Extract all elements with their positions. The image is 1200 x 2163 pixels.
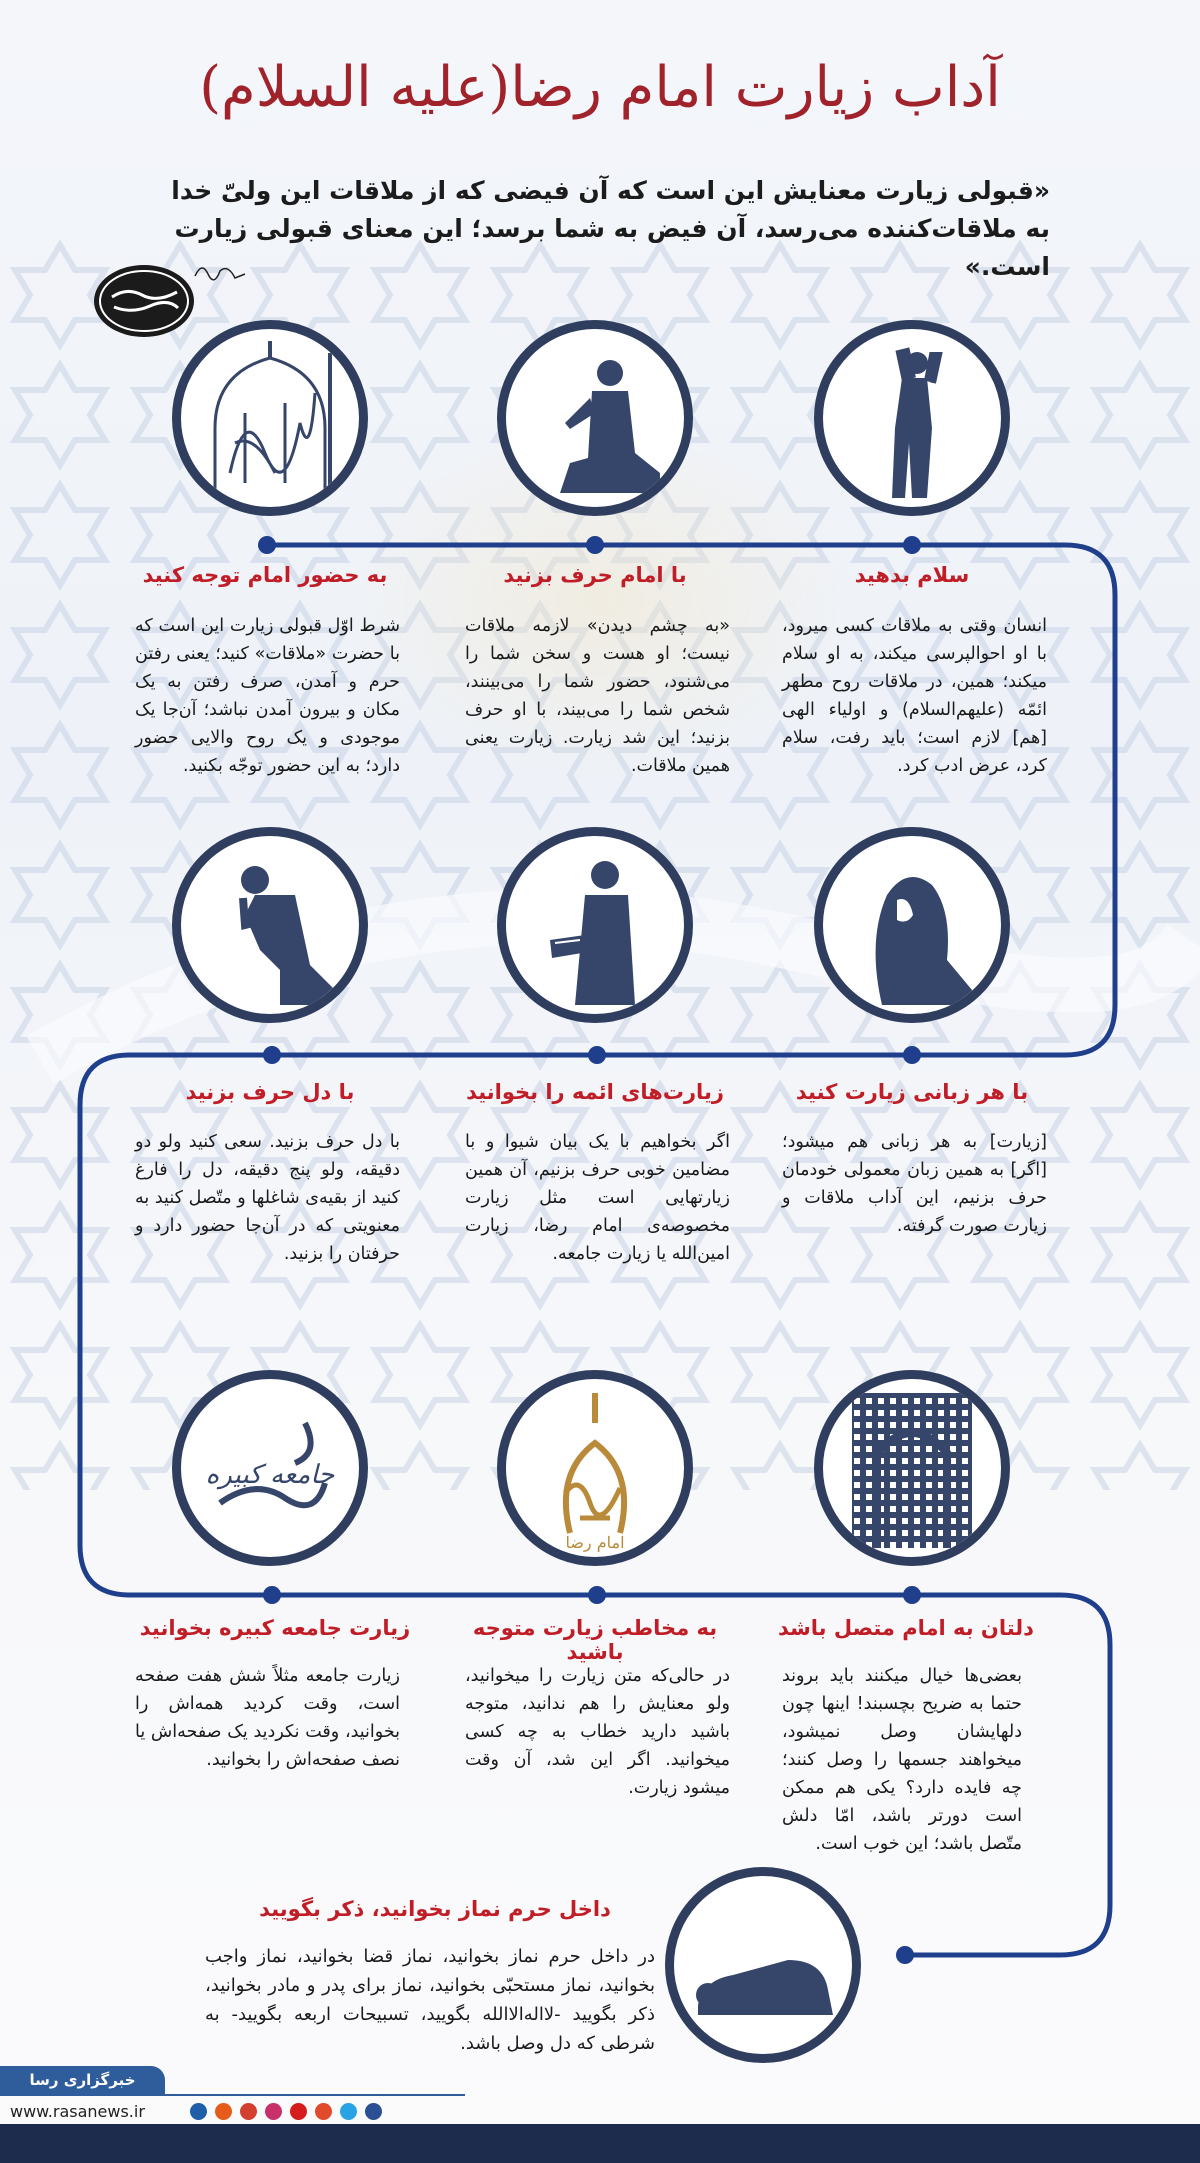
step-4-title: با هر زبانی زیارت کنید [795,1080,1029,1104]
step-6-title: با دل حرف بزنید [185,1080,355,1104]
footer-bar [0,2124,1200,2163]
step-9-circle [172,1370,368,1566]
step-6-circle [172,827,368,1023]
step-5-circle [497,827,693,1023]
jameh-kabireh-calligraphy-text: جامعه کبیره [205,1460,335,1490]
step-10-body: در داخل حرم نماز بخوانید، نماز قضا بخوانید، نماز واجب بخوانید، نماز مستحبّی بخوانید، نماز برای پدر و مادر بخوانید، ذکر بگویید -لااله‌الاالله بگویید، تسبیحات اربعه بگویید- به شرطی که دل وصل باشد. [205,1946,655,2054]
google-plus-icon[interactable] [240,2103,257,2120]
step-4-body: [زیارت] به هر زبانی هم میشود؛ [اگر] به همین زبان معمولی خودمان حرف بزنیم، این آداب ملاقات و زیارت صورت گرفته. [782,1132,1047,1236]
telegram-icon[interactable] [315,2103,332,2120]
facebook-icon[interactable] [365,2103,382,2120]
footer-divider [0,2094,465,2096]
shrine-window-icon [827,1383,997,1553]
leader-quote: «قبولی زیارت معنایش این است که آن فیضی که از ملاقات این ولیّ خدا به ملاقات‌کننده می‌رسد، آن فیض به شما برسد؛ این معنای قبولی زیارت است.» [171,176,1050,281]
agency-name: خبرگزاری رسا [0,2066,165,2094]
step-10-title: داخل حرم نماز بخوانید، ذکر بگویید [259,1897,611,1921]
step-3-title: به حضور امام توجه کنید [142,563,388,587]
step-5-body: اگر بخواهیم با یک بیان شیوا و با مضامین خوبی حرف بزنیم، آن همین زیارتهایی است مثل زیارت مخصوصه‌ی امام رضا، زیارت امین‌الله یا زیارت جامعه. [465,1132,730,1264]
social-links [190,2103,382,2120]
rss-icon[interactable] [215,2103,232,2120]
step-3-body: شرط اوّل قبولی زیارت این است که با حضرت «ملاقات» کنید؛ یعنی رفتن حرم و آمدن، صرف رفتن به یک مکان و بیرون آمدن نباشد؛ آن‌جا یک موجودی و یک روح والایی حضور دارد؛ به این حضور توجّه بکنید. [135,616,400,776]
step-7-circle [814,1370,1010,1566]
step-2-circle [497,320,693,516]
step-4-circle [814,827,1010,1023]
step-1-title: سلام بدهید [854,563,970,587]
step-10-circle [665,1867,861,2063]
page-title: آداب زیارت امام رضا(علیه السلام) [199,55,1001,120]
step-1-circle [814,320,1010,516]
step-6-body: با دل حرف بزنید. سعی کنید ولو دو دقیقه، ولو پنج دقیقه، دل را فارغ کنید از بقیه‌ی شاغلها و متّصل کنید به معنویتی که در آن‌جا حضور دارد و حرفتان را بزنید. [135,1132,400,1264]
linkedin-icon[interactable] [190,2103,207,2120]
woman-praying-icon [827,840,997,1010]
twitter-icon[interactable] [340,2103,357,2120]
step-2-body: «به چشم دیدن» لازمه ملاقات نیست؛ او هست و سخن شما را می‌شنود، حضور شما را می‌بینند، شخص شما را می‌بیند، با او حرف بزنید؛ این شد زیارت. زیارت یعنی همین ملاقات. [465,616,730,776]
step-1-body: انسان وقتی به ملاقات کسی میرود، با او احوالپرسی میکند، به او سلام میکند؛ همین، در ملاقات روح مطهر ائمّه (علیهم‌السلام) و اولیاء الهی [هم] لازم است؛ باید رفت، سلام کرد، عرض ادب کرد. [782,616,1047,776]
website-link[interactable]: www.rasanews.ir [10,2102,145,2121]
jameh-kabireh-calligraphy-icon [185,1383,355,1553]
step-8-circle [497,1370,693,1566]
imam-reza-calligraphy-icon [510,1383,680,1553]
instagram-icon[interactable] [265,2103,282,2120]
step-2-title: با امام حرف بزنید [503,563,687,587]
step-7-title: دلتان به امام متصل باشد [778,1616,1034,1640]
prostration-icon [678,1880,848,2050]
step-9-body: زیارت جامعه مثلاً شش هفت صفحه است، وقت کردید همه‌اش را بخوانید، وقت نکردید یک صفحه‌اش یا نصف صفحه‌اش را بخوانید. [135,1666,400,1770]
step-8-title: به مخاطب زیارت متوجه باشید [472,1616,718,1664]
step-5-title: زیارت‌های ائمه را بخوانید [466,1080,724,1104]
step-9-title: زیارت جامعه کبیره بخوانید [139,1616,411,1640]
step-7-body: بعضی‌ها خیال میکنند باید بروند حتما به ضریح بچسبند! اینها چون دلهایشان وصل نمیشود، میخواهند جسمها را وصل کنند؛ چه فایده دارد؟ یکی هم ممکن است دورتر باشد، امّا دلش متّصل باشد؛ این خوب است. [782,1666,1022,1854]
praying-standing-icon [827,333,997,503]
man-reading-icon [510,840,680,1010]
step-3-circle [172,320,368,516]
man-kneeling-prayer-icon [185,840,355,1010]
calligraphy-dome-icon [185,333,355,503]
youtube-icon[interactable] [290,2103,307,2120]
praying-kneeling-icon [510,333,680,503]
imam-reza-calligraphy-text: امام رضا [565,1533,625,1552]
step-8-body: در حالی‌که متن زیارت را میخوانید، ولو معنایش را هم ندانید، متوجه باشید دارید خطاب به چه کسی میخوانید. اگر این شد، آن وقت میشود زیارت. [465,1666,730,1798]
